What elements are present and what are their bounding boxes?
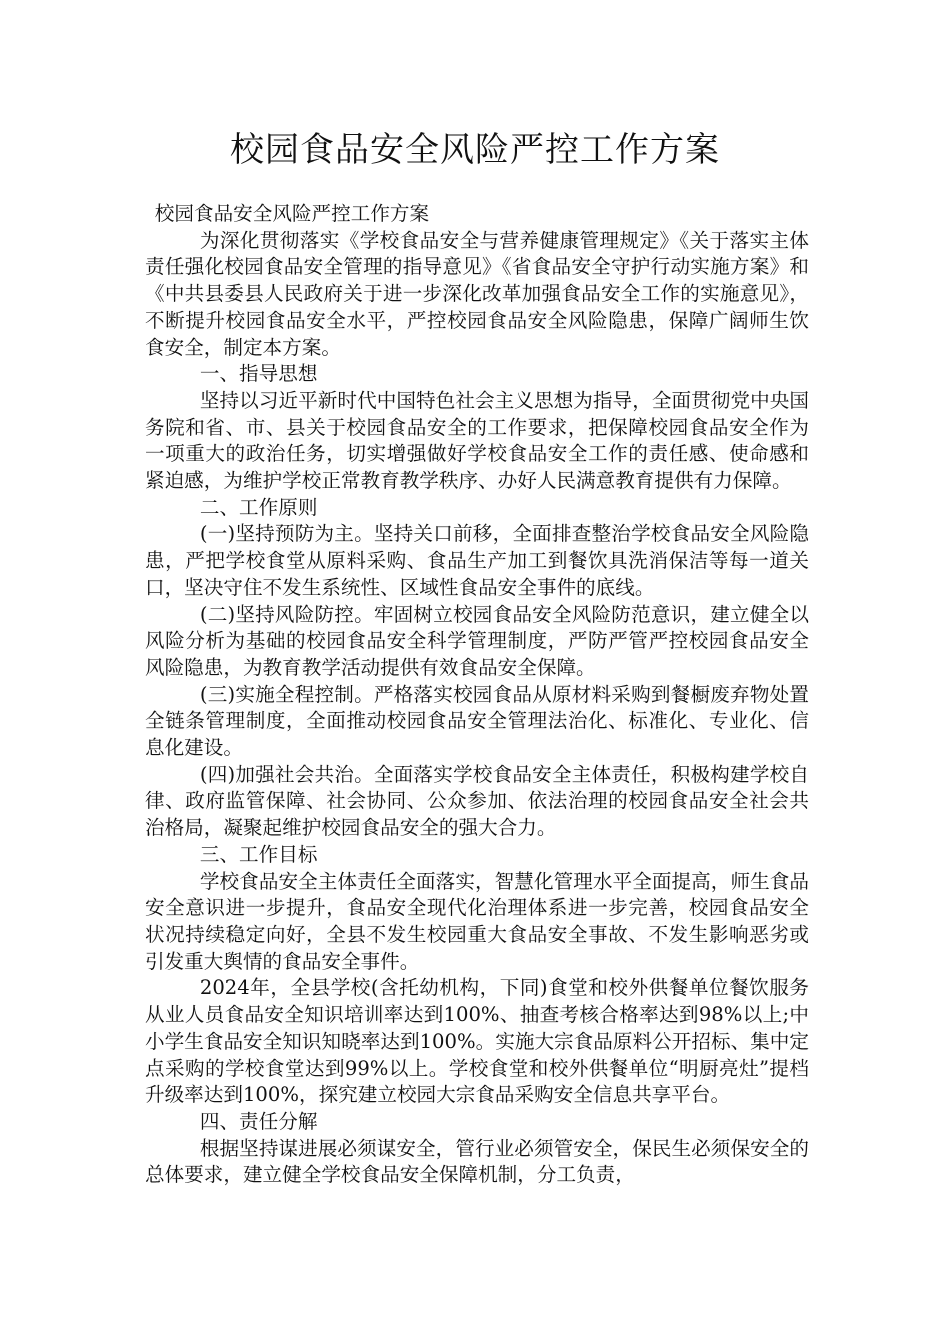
paragraph-principle-1: (一)坚持预防为主。坚持关口前移，全面排查整治学校食品安全风险隐患，严把学校食堂从原料采购、食品生产加工到餐饮具洗消保洁等每一道关口，坚决守住不发生系统性、区域性食品安全事件的底线。 <box>145 522 809 599</box>
document-body <box>145 201 809 1189</box>
section-heading-work-goals: 三、工作目标 <box>199 842 318 866</box>
paragraph-principle-4: (四)加强社会共治。全面落实学校食品安全主体责任，积极构建学校自律、政府监管保障、社会协同、公众参加、依法治理的校园食品安全社会共治格局，凝聚起维护校园食品安全的强大合力。 <box>145 762 809 840</box>
paragraph-responsibilities: 根据坚持谋进展必须谋安全，管行业必须管安全，保民生必须保安全的总体要求，建立健全学校食品安全保障机制，分工负责， <box>145 1136 809 1187</box>
paragraph-goals-2024: 2024年，全县学校(含托幼机构，下同)食堂和校外供餐单位餐饮服务从业人员食品安全知识培训率达到100%、抽查考核合格率达到98%以上;中小学生食品安全知识知晓率达到100%。实施大宗食品原料公开招标、集中定点采购的学校食堂达到99%以上。学校食堂和校外供餐单位“明厨亮灶”提档升级率达到100%，探究建立校园大宗食品采购安全信息共享平台。 <box>145 976 809 1107</box>
paragraph-intro: 为深化贯彻落实《学校食品安全与营养健康管理规定》《关于落实主体责任强化校园食品安全管理的指导意见》《省食品安全守护行动实施方案》和《中共县委县人民政府关于进一步深化改革加强食品安全工作的实施意见》，不断提升校园食品安全水平，严控校园食品安全风险隐患，保障广阔师生饮食安全，制定本方案。 <box>145 228 809 359</box>
section-heading-work-principles: 二、工作原则 <box>199 495 318 519</box>
paragraph-guiding-ideology: 坚持以习近平新时代中国特色社会主义思想为指导，全面贯彻党中央国务院和省、市、县关于校园食品安全的工作要求，把保障校园食品安全作为一项重大的政治任务，切实增强做好学校食品安全工作的责任感、使命感和紧迫感，为维护学校正常教育教学秩序、办好人民满意教育提供有力保障。 <box>145 388 809 493</box>
paragraph-goals: 学校食品安全主体责任全面落实，智慧化管理水平全面提高，师生食品安全意识进一步提升，食品安全现代化治理体系进一步完善，校园食品安全状况持续稳定向好，全县不发生校园重大食品安全事故、不发生影响恶劣或引发重大舆情的食品安全事件。 <box>145 869 809 973</box>
paragraph-principle-2: (二)坚持风险防控。牢固树立校园食品安全风险防范意识，建立健全以风险分析为基础的校园食品安全科学管理制度，严防严管严控校园食品安全风险隐患，为教育教学活动提供有效食品安全保障。 <box>145 602 809 679</box>
section-heading-responsibilities: 四、责任分解 <box>199 1109 318 1133</box>
section-heading-guiding-ideology: 一、指导思想 <box>199 362 318 386</box>
paragraph-principle-3: (三)实施全程控制。严格落实校园食品从原材料采购到餐橱废弃物处置全链条管理制度，全面推动校园食品安全管理法治化、标准化、专业化、信息化建设。 <box>145 682 809 760</box>
document-subtitle: 校园食品安全风险严控工作方案 <box>154 202 430 225</box>
document-title: 校园食品安全风险严控工作方案 <box>230 130 720 170</box>
